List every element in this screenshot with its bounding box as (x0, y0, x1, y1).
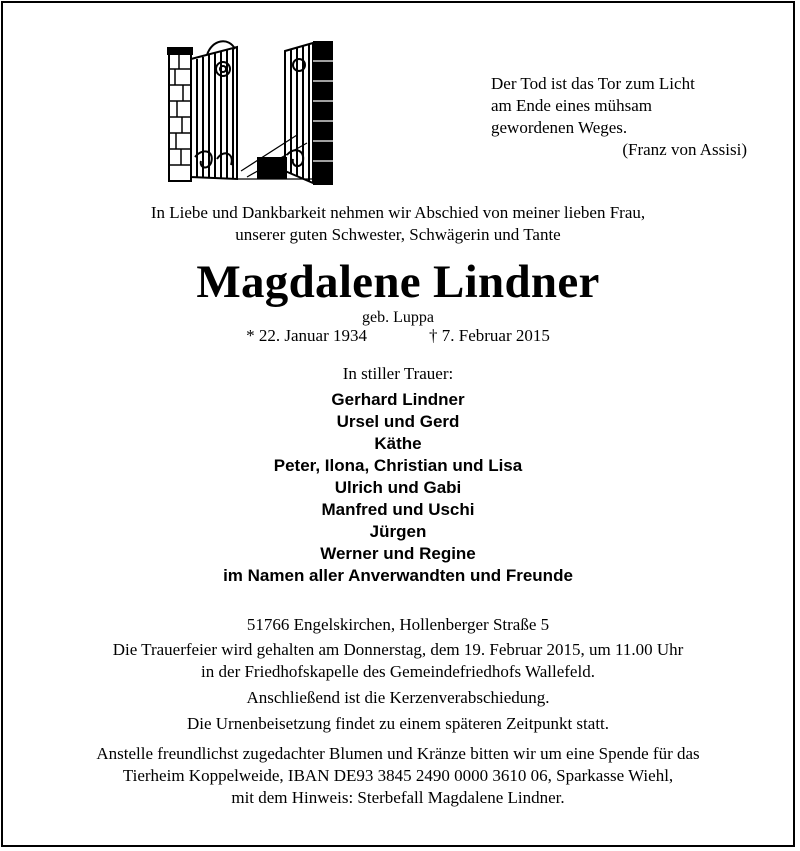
life-dates (3, 325, 793, 347)
mourner-name: Ursel und Gerd (336, 412, 460, 431)
death-date: † 7. Februar 2015 (429, 326, 550, 345)
quote-line: Der Tod ist das Tor zum Licht (491, 74, 695, 93)
ceremony-line: in der Friedhofskapelle des Gemeindefriedhofs Wallefeld. (201, 662, 595, 681)
donation-line: mit dem Hinweis: Sterbefall Magdalene Lindner. (231, 788, 565, 807)
intro-line: In Liebe und Dankbarkeit nehmen wir Abschied von meiner lieben Frau, (150, 203, 646, 222)
birth-date: * 22. Januar 1934 (246, 326, 367, 345)
mourners-list (3, 389, 793, 587)
address: 51766 Engelskirchen, Hollenberger Straße 5 (246, 615, 550, 634)
candle-farewell: Anschließend ist die Kerzenverabschiedung. (246, 688, 550, 707)
ceremony-line: Die Trauerfeier wird gehalten am Donnerstag, dem 19. Februar 2015, um 11.00 Uhr (112, 640, 684, 659)
open-gate-illustration (167, 39, 335, 187)
mourners-heading: In stiller Trauer: (342, 364, 454, 383)
mourner-name: Ulrich und Gabi (334, 478, 462, 497)
donation-line: Tierheim Koppelweide, IBAN DE93 3845 2490 0000 3610 06, Sparkasse Wiehl, (122, 766, 674, 785)
intro-line: unserer guten Schwester, Schwägerin und Tante (235, 225, 561, 244)
quote-author: (Franz von Assisi) (622, 140, 747, 159)
intro-text (3, 202, 793, 246)
born-name: geb. Luppa (362, 309, 434, 326)
mourner-name: Gerhard Lindner (331, 390, 465, 409)
mourner-name: Werner und Regine (320, 544, 476, 563)
mourner-name: Jürgen (369, 522, 427, 541)
donation-info (3, 743, 793, 809)
ceremony-info (3, 639, 793, 683)
quote-line: am Ende eines mühsam (491, 96, 652, 115)
donation-line: Anstelle freundlichst zugedachter Blumen und Kränze bitten wir um eine Spende für das (96, 744, 700, 763)
quote-line: gewordenen Weges. (491, 118, 628, 137)
quote (491, 73, 761, 161)
mourner-name: Manfred und Uschi (321, 500, 475, 519)
obituary-notice (1, 1, 795, 847)
mourner-name: Peter, Ilona, Christian und Lisa (273, 456, 523, 475)
urn-burial-info: Die Urnenbeisetzung findet zu einem späteren Zeitpunkt statt. (186, 714, 610, 733)
mourner-name: im Namen aller Anverwandten und Freunde (223, 566, 573, 585)
mourner-name: Käthe (374, 434, 422, 453)
deceased-name: Magdalene Lindner (196, 256, 600, 308)
